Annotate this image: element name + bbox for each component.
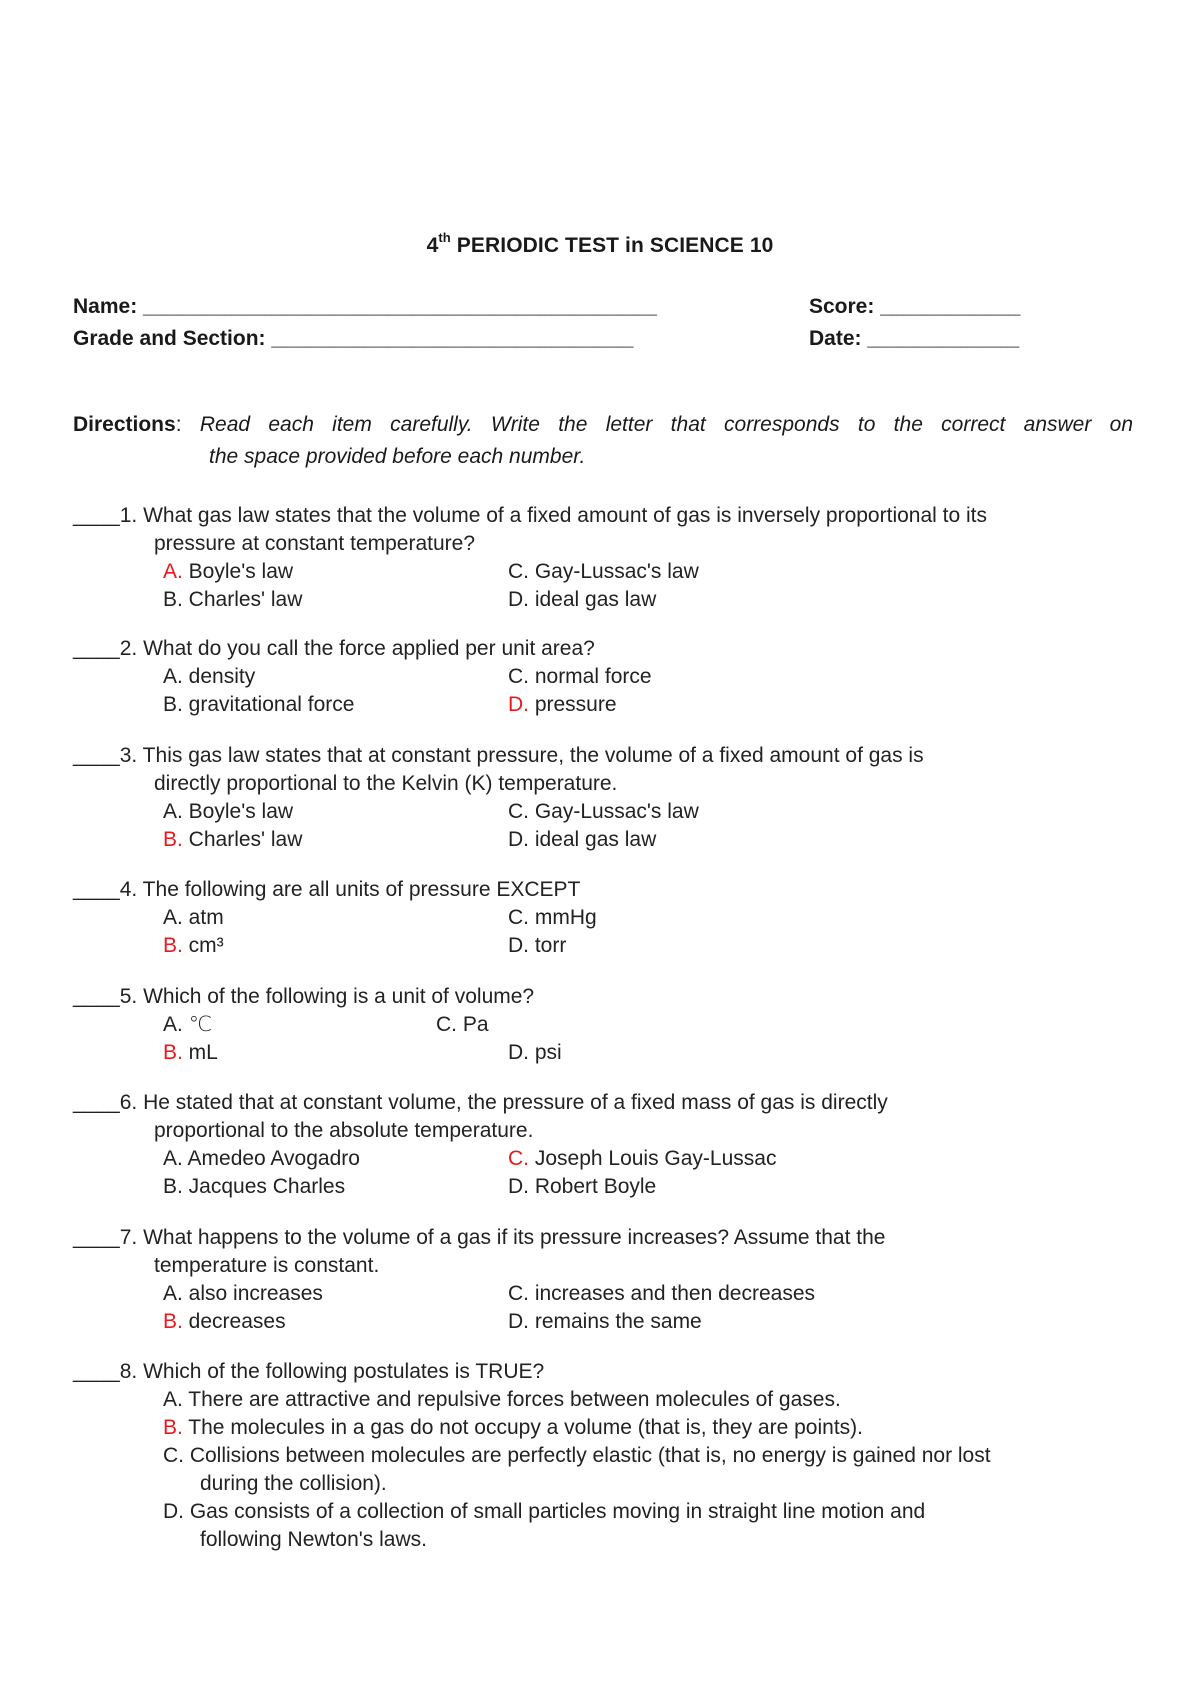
option-text: density xyxy=(182,665,256,688)
question-7 xyxy=(73,1224,1143,1336)
question-stem-cont: temperature is constant. xyxy=(154,1254,380,1277)
directions-label: Directions xyxy=(73,413,176,436)
option-letter: D. xyxy=(508,1310,529,1333)
option-text: also increases xyxy=(182,1282,323,1305)
question-8 xyxy=(73,1358,1143,1554)
question-stem-cont: pressure at constant temperature? xyxy=(154,532,476,555)
options xyxy=(73,1386,1143,1554)
option-b xyxy=(163,1173,345,1201)
option-b xyxy=(163,1308,286,1336)
option-text: cm³ xyxy=(182,934,224,957)
option-c xyxy=(163,1442,1143,1470)
question-5 xyxy=(73,983,1143,1067)
question-3 xyxy=(73,742,1143,854)
option-letter: C. xyxy=(436,1013,457,1036)
option-d xyxy=(508,1308,702,1336)
option-text: There are attractive and repulsive forces between molecules of gases. xyxy=(182,1388,841,1411)
option-letter: B. xyxy=(163,934,183,957)
option-c xyxy=(508,798,699,826)
question-stem: ____4. The following are all units of pressure EXCEPT xyxy=(73,878,581,901)
option-letter: B. xyxy=(163,588,183,611)
option-letter: C. xyxy=(508,560,529,583)
option-d xyxy=(508,691,617,719)
option-letter: D. xyxy=(508,693,529,716)
option-letter: C. xyxy=(508,906,529,929)
question-stem: ____6. He stated that at constant volume, the pressure of a fixed mass of gas is directly xyxy=(73,1091,888,1114)
option-letter: D. xyxy=(508,828,529,851)
option-letter: D. xyxy=(508,934,529,957)
question-stem: ____7. What happens to the volume of a gas if its pressure increases? Assume that the xyxy=(73,1226,886,1249)
option-letter: A. xyxy=(163,1282,183,1305)
option-text: ideal gas law xyxy=(529,828,657,851)
title-text: PERIODIC TEST in SCIENCE 10 xyxy=(450,234,774,257)
directions-line-1 xyxy=(73,409,1133,441)
question-stem: ____1. What gas law states that the volume of a fixed amount of gas is inversely proportional to its xyxy=(73,504,987,527)
option-letter: A. xyxy=(163,1013,183,1036)
options xyxy=(73,1280,1143,1336)
options xyxy=(73,663,1143,719)
option-text: torr xyxy=(529,934,567,957)
question-stem-cont: directly proportional to the Kelvin (K) temperature. xyxy=(154,772,618,795)
question-stem: ____3. This gas law states that at constant pressure, the volume of a fixed amount of gas is xyxy=(73,744,924,767)
option-letter: C. xyxy=(508,800,529,823)
option-text: mL xyxy=(182,1041,218,1064)
option-text: pressure xyxy=(529,693,617,716)
option-c xyxy=(508,1280,815,1308)
option-c xyxy=(436,1011,489,1039)
option-text: Boyle's law xyxy=(182,560,294,583)
option-letter: A. xyxy=(163,560,183,583)
option-text: Pa xyxy=(457,1013,489,1036)
option-letter: B. xyxy=(163,1041,183,1064)
option-text: gravitational force xyxy=(182,693,355,716)
option-text: Robert Boyle xyxy=(529,1175,657,1198)
options xyxy=(73,1011,1143,1067)
options xyxy=(73,1145,1143,1201)
option-a xyxy=(163,663,255,691)
options xyxy=(73,798,1143,854)
options xyxy=(73,558,1143,614)
option-letter: C. xyxy=(508,665,529,688)
option-letter: C. xyxy=(508,1282,529,1305)
option-b xyxy=(163,932,224,960)
question-stem: ____8. Which of the following postulates is TRUE? xyxy=(73,1360,545,1383)
option-letter: B. xyxy=(163,1310,183,1333)
option-a xyxy=(163,1011,212,1039)
directions-text-2: the space provided before each number. xyxy=(209,445,586,468)
option-b xyxy=(163,1414,1143,1442)
option-a xyxy=(163,558,293,586)
date-field: Date: _____________ xyxy=(809,327,1020,350)
title-number: 4 xyxy=(426,234,439,257)
page-title xyxy=(0,232,1200,258)
question-stem: ____5. Which of the following is a unit of volume? xyxy=(73,985,535,1008)
option-a xyxy=(163,1386,1143,1414)
option-letter: B. xyxy=(163,828,183,851)
option-text: increases and then decreases xyxy=(529,1282,816,1305)
option-letter: B. xyxy=(163,1416,183,1439)
directions xyxy=(73,409,1133,473)
name-field: Name: ____________________________________________ xyxy=(73,295,657,318)
option-letter: D. xyxy=(508,1175,529,1198)
question-4 xyxy=(73,876,1143,960)
option-text: Charles' law xyxy=(182,588,303,611)
option-letter: B. xyxy=(163,693,183,716)
option-text: Jacques Charles xyxy=(182,1175,346,1198)
question-6 xyxy=(73,1089,1143,1201)
option-letter: C. xyxy=(508,1147,529,1170)
option-letter: A. xyxy=(163,906,183,929)
option-c xyxy=(508,904,597,932)
option-a xyxy=(163,1145,360,1173)
title-superscript: th xyxy=(438,230,451,245)
option-text: ideal gas law xyxy=(529,588,657,611)
option-text: ℃ xyxy=(182,1013,213,1036)
option-text: Collisions between molecules are perfectly elastic (that is, no energy is gained nor lost xyxy=(184,1444,991,1467)
option-b xyxy=(163,586,302,614)
question-2 xyxy=(73,635,1143,719)
option-letter: C. xyxy=(163,1444,184,1467)
option-text: Amedeo Avogadro xyxy=(182,1147,360,1170)
option-letter: A. xyxy=(163,665,183,688)
option-text: mmHg xyxy=(529,906,597,929)
option-text: decreases xyxy=(182,1310,286,1333)
option-letter: B. xyxy=(163,1175,183,1198)
option-d xyxy=(163,1498,1143,1526)
option-d xyxy=(508,586,656,614)
option-c xyxy=(508,663,652,691)
question-1 xyxy=(73,502,1143,614)
option-text: atm xyxy=(182,906,224,929)
option-d xyxy=(508,1039,562,1067)
option-b xyxy=(163,826,302,854)
directions-text-1: Read each item carefully. Write the letter that corresponds to the correct answer on xyxy=(199,413,1133,436)
option-text: Joseph Louis Gay-Lussac xyxy=(529,1147,777,1170)
option-a xyxy=(163,1280,323,1308)
grade-section-field: Grade and Section: _______________________________ xyxy=(73,327,634,350)
option-text: The molecules in a gas do not occupy a volume (that is, they are points). xyxy=(182,1416,863,1439)
option-d xyxy=(508,826,656,854)
option-d-cont: following Newton's laws. xyxy=(200,1528,427,1551)
option-letter: D. xyxy=(508,1041,529,1064)
option-d xyxy=(508,1173,656,1201)
option-c xyxy=(508,1145,776,1173)
question-stem-cont: proportional to the absolute temperature. xyxy=(154,1119,534,1142)
option-b xyxy=(163,1039,218,1067)
option-letter: D. xyxy=(508,588,529,611)
option-c-cont: during the collision). xyxy=(200,1472,387,1495)
option-a xyxy=(163,904,224,932)
option-text: normal force xyxy=(529,665,652,688)
option-text: Gay-Lussac's law xyxy=(529,560,699,583)
option-text: Gas consists of a collection of small particles moving in straight line motion and xyxy=(184,1500,926,1523)
score-field: Score: ____________ xyxy=(809,295,1021,318)
option-b xyxy=(163,691,354,719)
option-d xyxy=(508,932,566,960)
option-text: Charles' law xyxy=(182,828,303,851)
option-text: remains the same xyxy=(529,1310,702,1333)
option-text: psi xyxy=(529,1041,562,1064)
option-text: Boyle's law xyxy=(182,800,294,823)
option-letter: D. xyxy=(163,1500,184,1523)
option-text: Gay-Lussac's law xyxy=(529,800,699,823)
option-a xyxy=(163,798,293,826)
option-letter: A. xyxy=(163,1388,183,1411)
option-c xyxy=(508,558,699,586)
directions-colon: : xyxy=(175,413,200,436)
option-letter: A. xyxy=(163,1147,183,1170)
options xyxy=(73,904,1143,960)
option-letter: A. xyxy=(163,800,183,823)
question-stem: ____2. What do you call the force applied per unit area? xyxy=(73,637,595,660)
